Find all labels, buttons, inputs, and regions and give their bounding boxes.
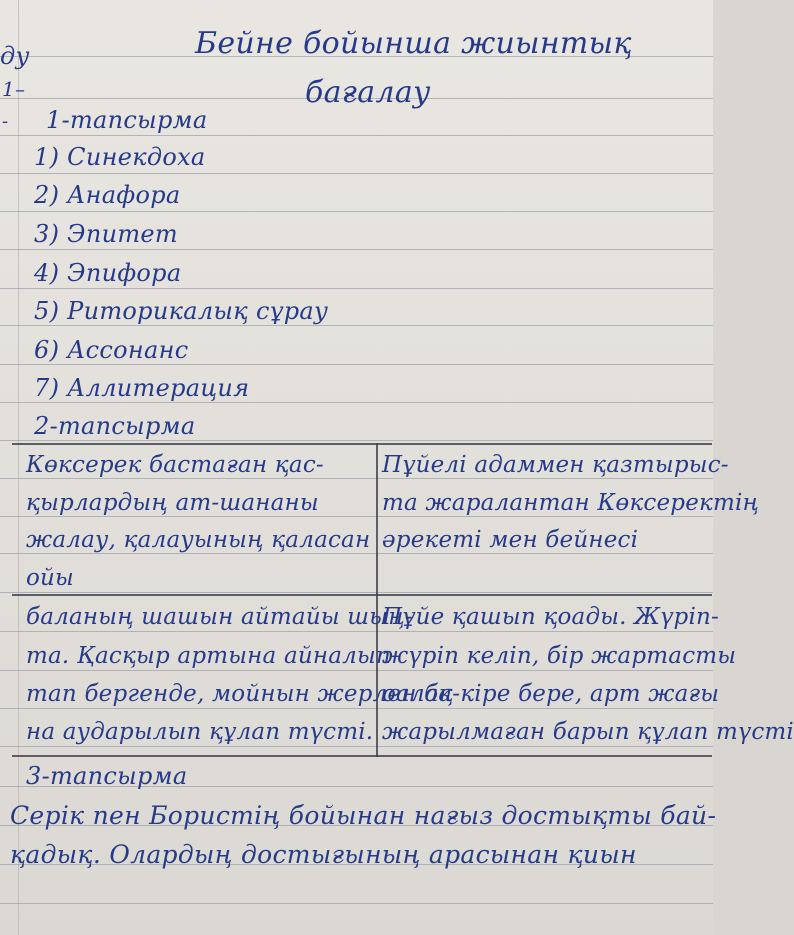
ruled-line bbox=[0, 440, 713, 441]
table-border-middle bbox=[12, 594, 712, 596]
table-cell-line: Көксерек бастаған қас- bbox=[26, 452, 324, 478]
ruled-line bbox=[0, 173, 713, 174]
list-item: 1) Синекдоха bbox=[34, 143, 206, 171]
table-cell-line: жүріп келіп, бір жартасты bbox=[382, 643, 737, 669]
margin-note: 1– bbox=[2, 77, 26, 101]
ruled-line bbox=[0, 903, 713, 904]
table-cell-line: әрекеті мен бейнесі bbox=[382, 527, 639, 553]
table-cell-line: қырлардың ат-шананы bbox=[26, 490, 319, 516]
task-2-heading: 2-тапсырма bbox=[34, 412, 196, 440]
ruled-line bbox=[0, 402, 713, 403]
paragraph-line: Серік пен Бористің бойынан нағыз достықты бай- bbox=[10, 801, 717, 830]
table-cell-line: жарылмаған барып құлап түсті bbox=[382, 719, 794, 745]
list-item: 6) Ассонанс bbox=[34, 336, 189, 364]
margin-note: - bbox=[2, 111, 9, 132]
table-cell-line: тап бергенде, мойнын жерлен ба- bbox=[26, 681, 461, 707]
list-item: 3) Эпитет bbox=[34, 220, 178, 248]
table-cell-line: на аударылып құлап түсті. bbox=[26, 719, 374, 745]
ruled-line bbox=[0, 249, 713, 250]
table-cell-line: Пұйелі адаммен қазтырыс- bbox=[382, 452, 729, 478]
table-cell-line: баланың шашын айтайы шың- bbox=[26, 604, 413, 630]
task-1-heading: 1-тапсырма bbox=[46, 106, 208, 134]
table-cell-line: та жаралантан Көксеректің bbox=[382, 490, 760, 516]
table-cell-line: оалақ кіре бере, арт жағы bbox=[382, 681, 720, 707]
list-item: 2) Анафора bbox=[34, 181, 181, 209]
list-item: 7) Аллитерация bbox=[34, 374, 250, 402]
ruled-line bbox=[0, 364, 713, 365]
ruled-line bbox=[0, 135, 713, 136]
list-item: 5) Риторикалық сұрау bbox=[34, 297, 329, 325]
table-cell-line: ойы bbox=[26, 565, 74, 591]
list-item: 4) Эпифора bbox=[34, 259, 182, 287]
document-title-line-2: бағалау bbox=[305, 75, 431, 110]
table-cell-line: та. Қасқыр артына айналып bbox=[26, 643, 391, 669]
table-border-top bbox=[12, 443, 712, 445]
task-3-heading: 3-тапсырма bbox=[26, 762, 188, 790]
table-cell-line: Пұйе қашып қоады. Жүріп- bbox=[382, 604, 720, 630]
margin-note: ду bbox=[0, 42, 30, 70]
table-border-bottom bbox=[12, 755, 712, 757]
table-column-divider bbox=[376, 443, 378, 757]
ruled-line bbox=[0, 288, 713, 289]
ruled-line bbox=[0, 325, 713, 326]
document-title-line-1: Бейне бойынша жиынтық bbox=[195, 26, 632, 61]
paragraph-line: қадық. Олардың достығының арасынан қиын bbox=[10, 840, 637, 869]
table-cell-line: жалау, қалауының қаласан bbox=[26, 527, 371, 553]
ruled-line bbox=[0, 211, 713, 212]
